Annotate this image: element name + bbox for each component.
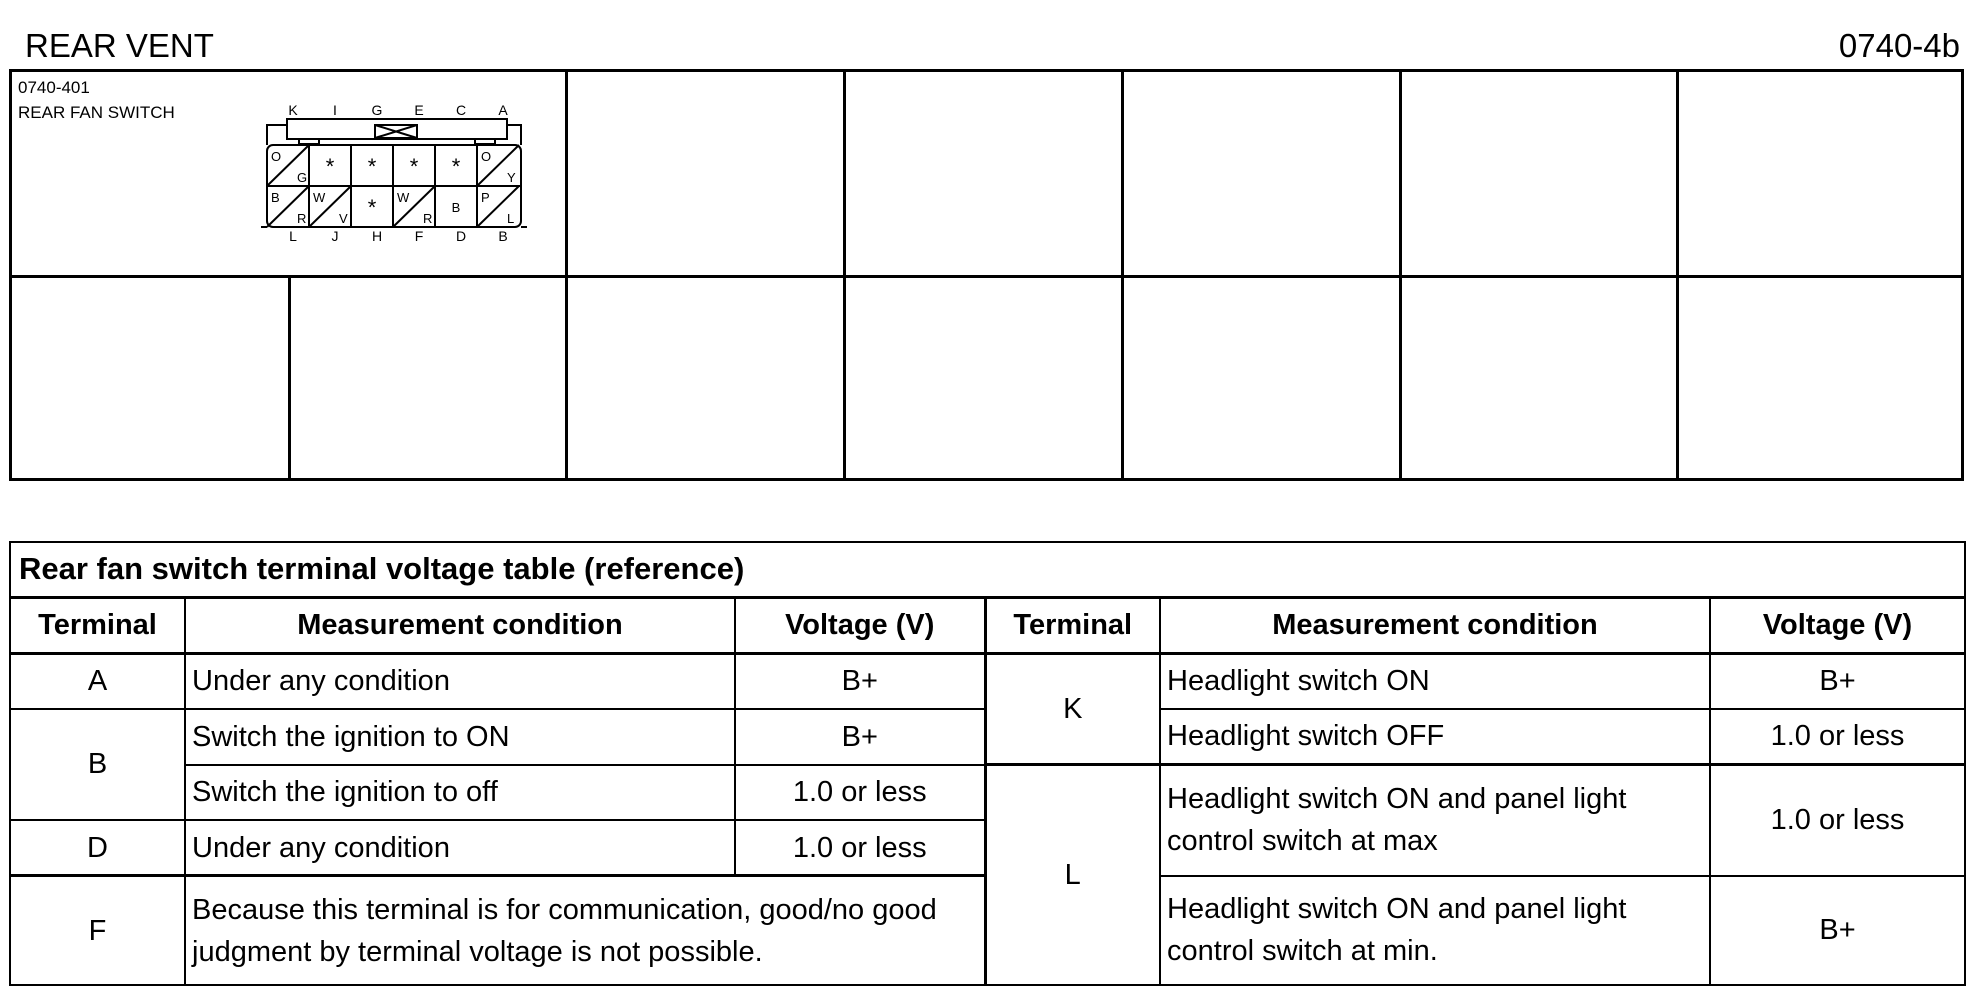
- wire-color: O: [271, 149, 282, 164]
- condition-cell: Headlight switch ON: [1160, 653, 1710, 709]
- condition-cell: Switch the ignition to ON: [185, 709, 735, 765]
- terminal-cell: L: [985, 765, 1160, 986]
- connector-grid: [9, 69, 1964, 481]
- pin-letter: K: [288, 102, 298, 118]
- pin-letter: C: [455, 102, 467, 118]
- voltage-cell: B+: [735, 709, 985, 765]
- unused-pin-mark: *: [367, 154, 377, 179]
- connector-pinout-diagram: [257, 99, 532, 244]
- connector-code: 0740-401: [18, 78, 90, 97]
- grid-col-divider: [1399, 72, 1402, 478]
- page-title: REAR VENT: [25, 27, 214, 64]
- pin-letter: A: [498, 102, 508, 118]
- wire-color: V: [339, 211, 348, 226]
- grid-col-divider: [1676, 72, 1679, 478]
- condition-cell: Headlight switch OFF: [1160, 709, 1710, 765]
- condition-cell: Because this terminal is for communication, good/no good judgment by terminal voltage is not possible.: [185, 876, 985, 985]
- condition-cell: Switch the ignition to off: [185, 765, 735, 821]
- voltage-cell: 1.0 or less: [1710, 765, 1965, 876]
- wire-color: R: [297, 211, 307, 226]
- header-condition: Measurement condition: [1160, 598, 1710, 654]
- wire-color: B: [451, 200, 461, 215]
- wire-color: G: [297, 170, 308, 185]
- voltage-cell: B+: [735, 653, 985, 709]
- voltage-cell: 1.0 or less: [735, 820, 985, 876]
- wire-color: B: [271, 190, 280, 205]
- pin-letter: I: [333, 102, 337, 118]
- wire-color: L: [507, 211, 515, 226]
- page-code: 0740-4b: [1838, 27, 1960, 64]
- unused-pin-mark: *: [409, 154, 419, 179]
- terminal-cell: A: [10, 653, 185, 709]
- terminal-cell: K: [985, 653, 1160, 764]
- grid-row-divider: [12, 275, 1961, 278]
- voltage-cell: B+: [1710, 876, 1965, 985]
- pin-letter: D: [455, 228, 467, 244]
- voltage-cell: 1.0 or less: [1710, 709, 1965, 765]
- pin-letter: B: [498, 228, 508, 244]
- header-voltage: Voltage (V): [1710, 598, 1965, 654]
- terminal-cell: F: [10, 876, 185, 985]
- wire-color: O: [481, 149, 492, 164]
- header-condition: Measurement condition: [185, 598, 735, 654]
- pin-letter: G: [371, 102, 383, 118]
- pin-letter: F: [414, 228, 424, 244]
- connector-name: REAR FAN SWITCH: [18, 103, 175, 122]
- header-voltage: Voltage (V): [735, 598, 985, 654]
- grid-col-divider: [565, 72, 568, 478]
- pin-letter: L: [289, 228, 297, 244]
- condition-cell: Headlight switch ON and panel light control switch at min.: [1160, 876, 1710, 985]
- pin-letter: E: [414, 102, 424, 118]
- wire-color: W: [397, 190, 410, 205]
- table-title: Rear fan switch terminal voltage table (reference): [10, 542, 1965, 598]
- terminal-voltage-table: [9, 541, 1966, 986]
- pin-letter: J: [331, 228, 339, 244]
- condition-cell: Under any condition: [185, 653, 735, 709]
- grid-col-divider: [288, 276, 291, 478]
- wire-color: P: [481, 190, 490, 205]
- unused-pin-mark: *: [325, 154, 335, 179]
- terminal-cell: D: [10, 820, 185, 876]
- pin-letter: H: [371, 228, 383, 244]
- unused-pin-mark: *: [367, 195, 377, 220]
- header-terminal: Terminal: [10, 598, 185, 654]
- wire-color: R: [423, 211, 433, 226]
- voltage-cell: B+: [1710, 653, 1965, 709]
- condition-cell: Under any condition: [185, 820, 735, 876]
- grid-col-divider: [1121, 72, 1124, 478]
- grid-col-divider: [843, 72, 846, 478]
- header-terminal: Terminal: [985, 598, 1160, 654]
- wire-color: Y: [507, 170, 516, 185]
- terminal-cell: B: [10, 709, 185, 820]
- voltage-cell: 1.0 or less: [735, 765, 985, 821]
- wire-color: W: [313, 190, 326, 205]
- condition-cell: Headlight switch ON and panel light control switch at max: [1160, 765, 1710, 876]
- unused-pin-mark: *: [451, 154, 461, 179]
